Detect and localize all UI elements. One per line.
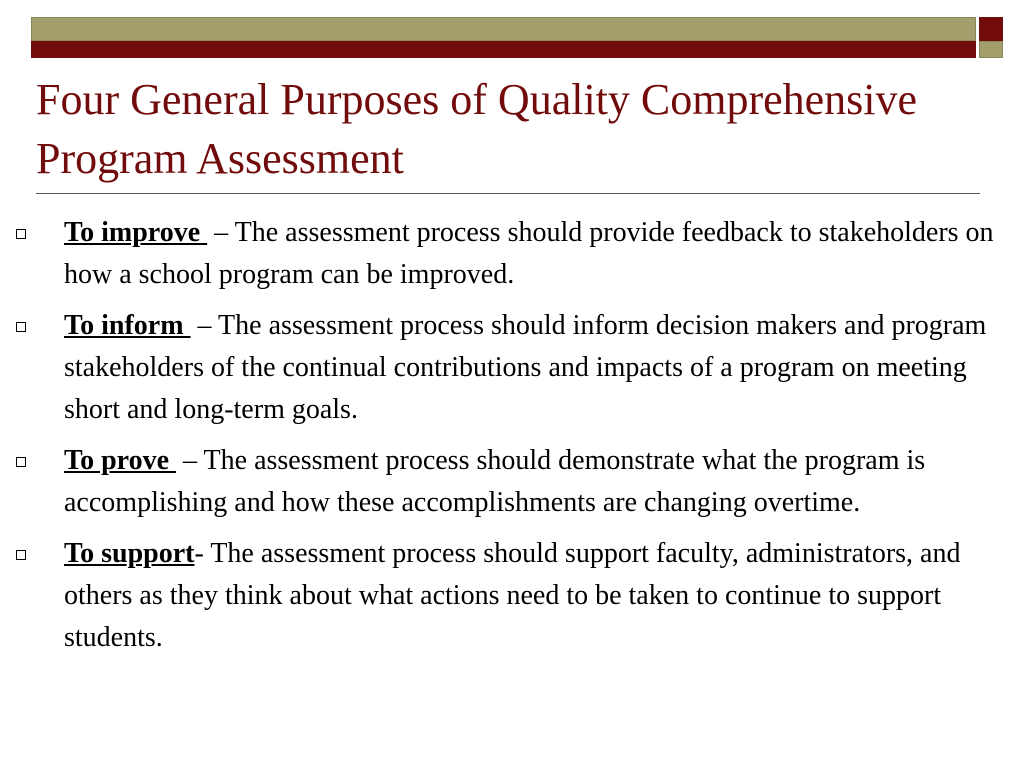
- bullet-text: The assessment process should provide feedback to stakeholders on how a school program can be improved.: [64, 217, 994, 290]
- hollow-square-bullet-icon: [16, 550, 26, 560]
- bullet-text: The assessment process should inform decision makers and program stakeholders of the continual contributions and impacts of a program on meeting short and long-term goals.: [64, 310, 987, 425]
- bullet-term: To support: [64, 538, 195, 569]
- header-olive-square: [979, 41, 1003, 58]
- bullet-item-improve: [16, 212, 1016, 296]
- bullet-separator: –: [176, 445, 204, 476]
- bullet-term: To inform: [64, 310, 191, 341]
- slide-title: Four General Purposes of Quality Comprehensive Program Assessment: [36, 75, 918, 183]
- bullet-item-support: [16, 533, 1016, 659]
- bullet-term: To prove: [64, 445, 177, 476]
- bullet-term: To improve: [64, 217, 208, 248]
- bullet-list: [16, 212, 1016, 668]
- bullet-separator: –: [207, 217, 235, 248]
- hollow-square-bullet-icon: [16, 322, 26, 332]
- header-olive-bar: [31, 17, 976, 41]
- bullet-text: The assessment process should demonstrate what the program is accomplishing and how these accomplishments are changing overtime.: [64, 445, 926, 518]
- bullet-separator: -: [194, 538, 211, 569]
- bullet-item-inform: [16, 305, 1016, 431]
- title-divider: [36, 193, 980, 194]
- bullet-separator: –: [190, 310, 219, 341]
- hollow-square-bullet-icon: [16, 229, 26, 239]
- bullet-text: The assessment process should support faculty, administrators, and others as they think about what actions need to be taken to continue to support students.: [64, 538, 961, 653]
- header-maroon-square: [979, 17, 1003, 41]
- bullet-item-prove: [16, 440, 1016, 524]
- hollow-square-bullet-icon: [16, 457, 26, 467]
- header-maroon-bar: [31, 41, 976, 58]
